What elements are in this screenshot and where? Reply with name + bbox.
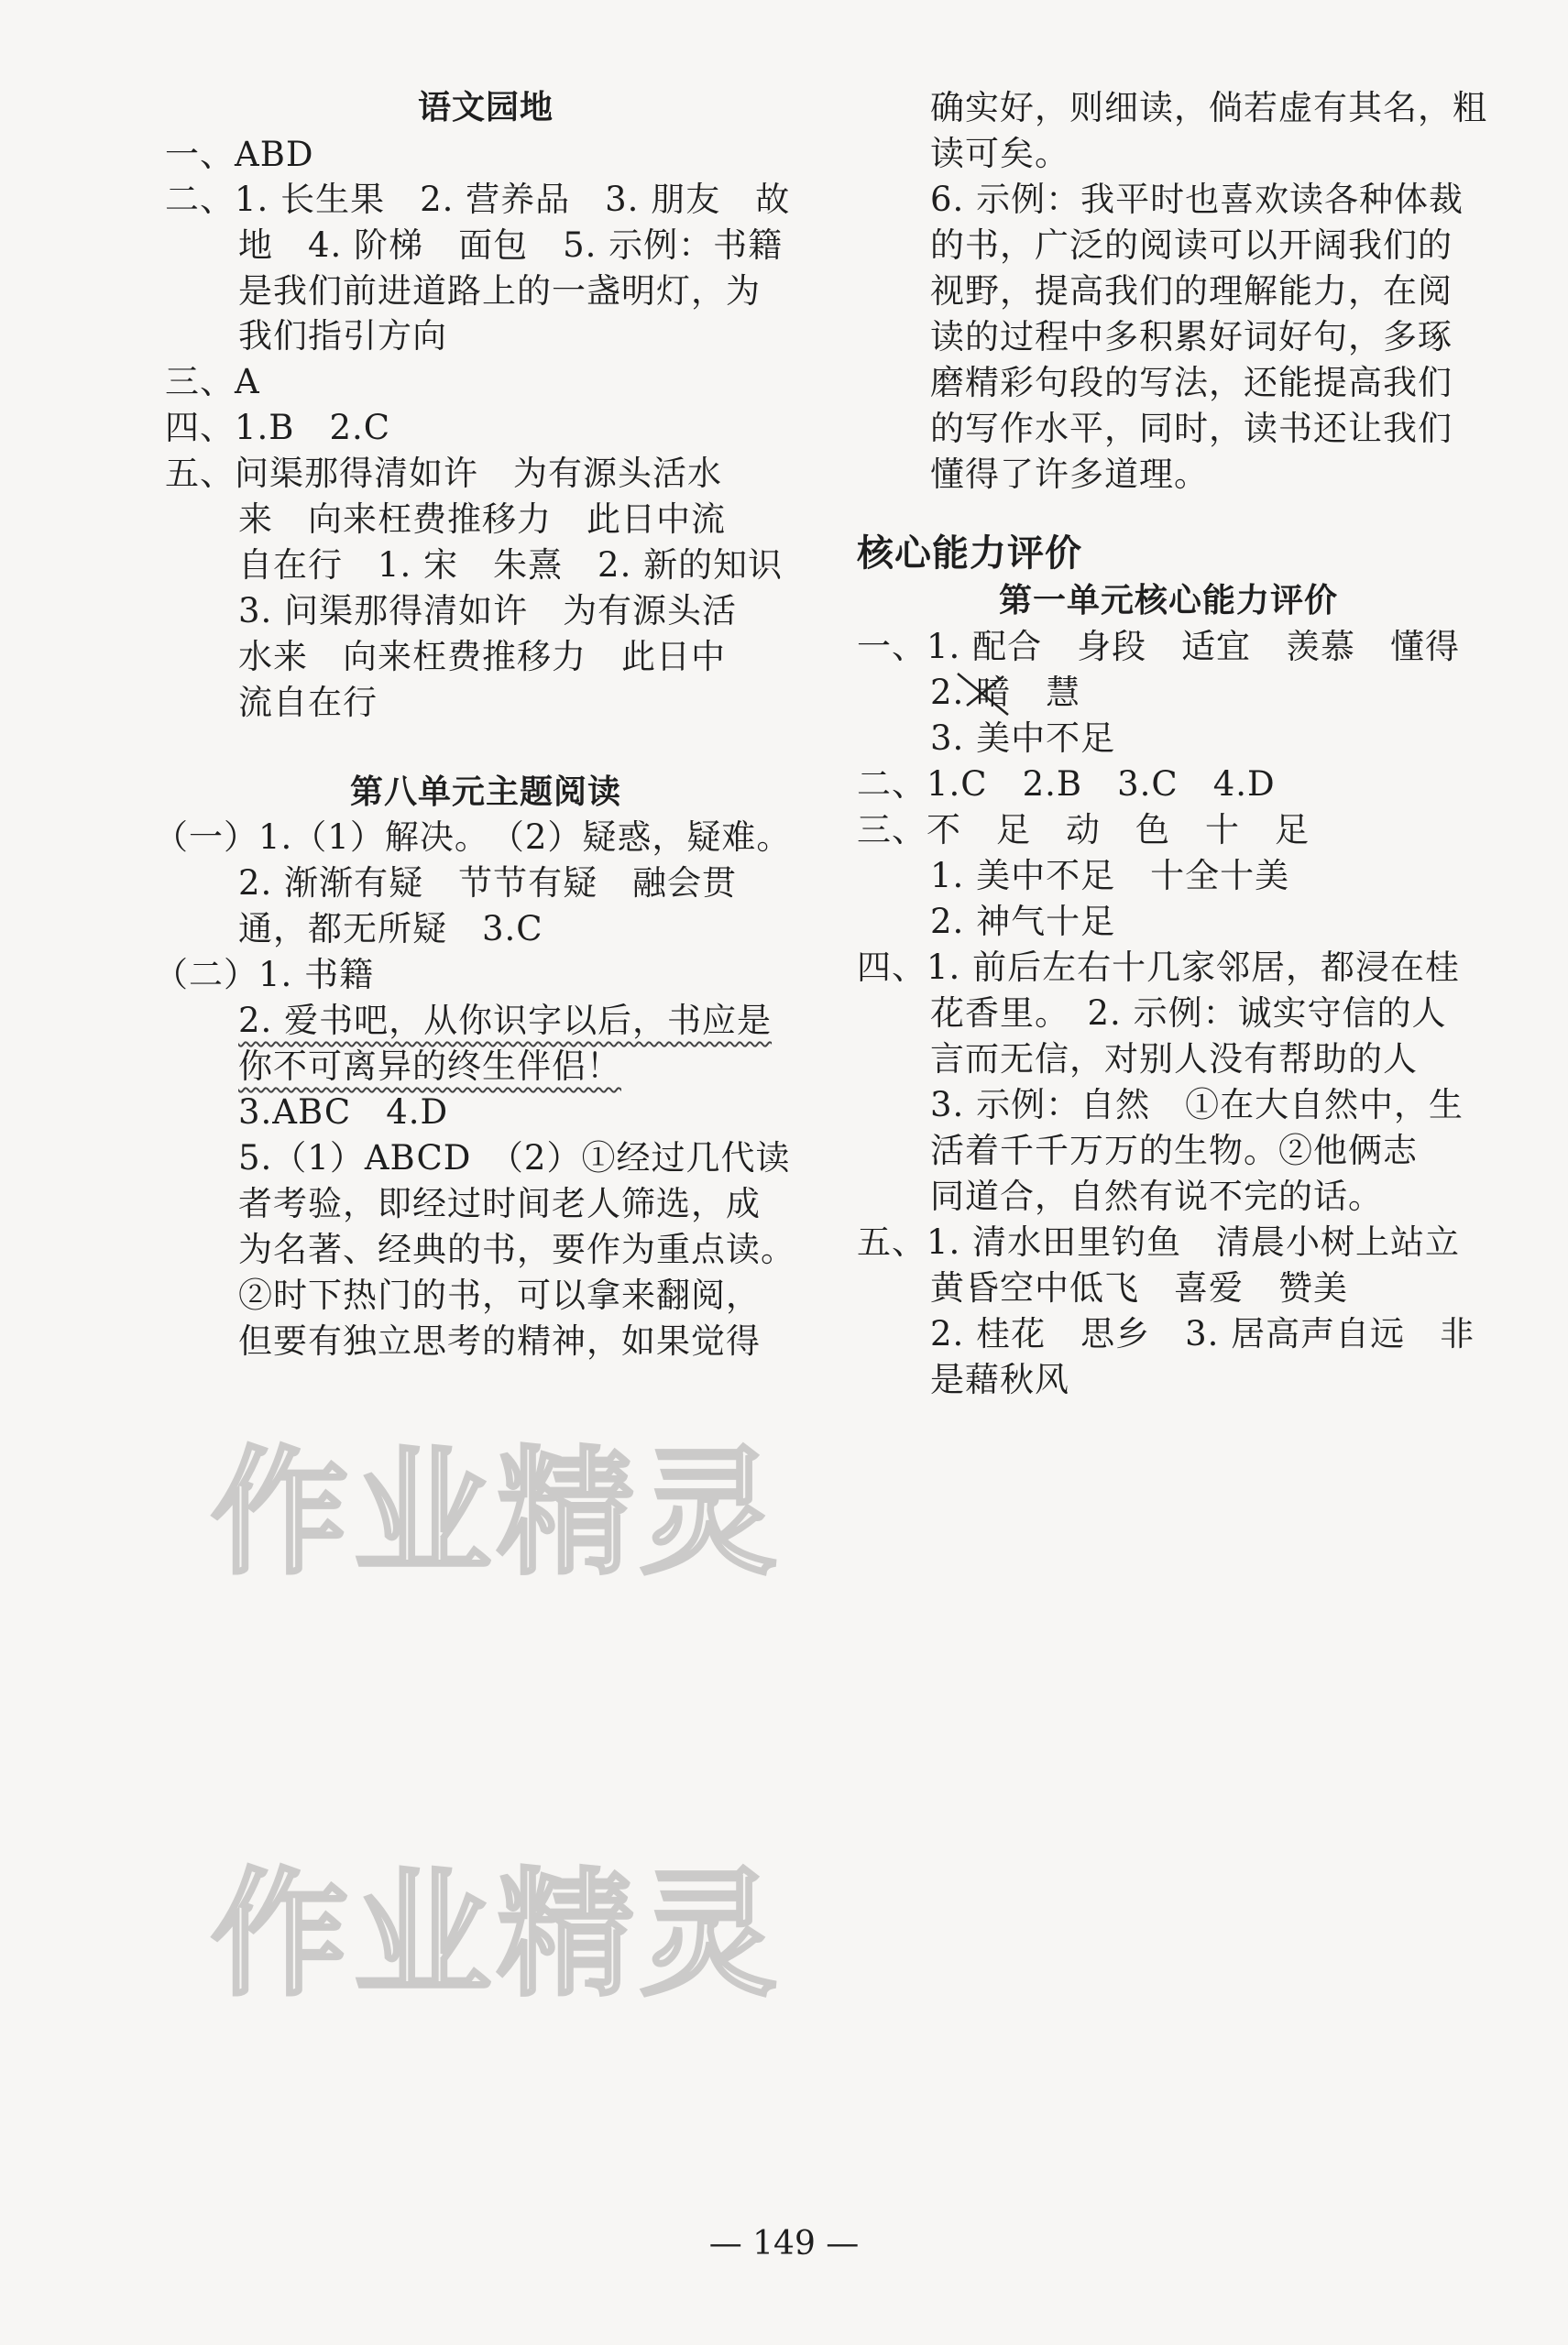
answer-line: 3. 美中不足 — [930, 718, 1116, 758]
answer-line: 者考验，即经过时间老人筛选，成 — [238, 1184, 761, 1223]
watermark-logo: 作业精灵 — [211, 1434, 784, 1594]
answer-line: 磨精彩句段的写法，还能提高我们 — [930, 363, 1453, 402]
answer-line: 通，都无所疑 3.C — [238, 909, 543, 948]
answer-line: 视野，提高我们的理解能力，在阅 — [930, 271, 1453, 311]
section-title-unit1-evaluation: 第一单元核心能力评价 — [998, 582, 1338, 619]
answer-line: 3. 示例：自然 ①在大自然中，生 — [930, 1085, 1464, 1124]
answer-line: （一）1.（1）解决。 （2）疑惑，疑难。 — [154, 817, 792, 857]
answer-line: 活着千千万万的生物。②他俩志 — [930, 1131, 1418, 1170]
answer-line: 言而无信，对别人没有帮助的人 — [930, 1039, 1418, 1079]
answer-line: 二、1. 长生果 2. 营养品 3. 朋友 故 — [165, 180, 791, 219]
answer-line: 二、1.C 2.B 3.C 4.D — [857, 764, 1276, 804]
answer-line: 地 4. 阶梯 面包 5. 示例：书籍 — [238, 225, 784, 265]
underlined-quote: 你不可离异的终生伴侣！ — [238, 1046, 621, 1086]
answer-line: 三、不 足 动 色 十 足 — [857, 810, 1310, 849]
underlined-quote: 2. 爱书吧，从你识字以后，书应是 — [238, 1001, 773, 1040]
section-title-core-ability: 核心能力评价 — [857, 532, 1082, 575]
answer-line: 6. 示例：我平时也喜欢读各种体裁 — [930, 180, 1464, 219]
answer-line: 我们指引方向 — [238, 316, 447, 356]
answer-line: 懂得了许多道理。 — [930, 455, 1209, 494]
answer-line: 是我们前进道路上的一盏明灯，为 — [238, 271, 761, 311]
answer-line: 黄昏空中低飞 喜爱 赞美 — [930, 1268, 1348, 1308]
answer-line: 五、1. 清水田里钓鱼 清晨小树上站立 — [857, 1222, 1461, 1262]
answer-line: 自在行 1. 宋 朱熹 2. 新的知识 — [238, 545, 784, 585]
page-number: — 149 — — [708, 2225, 860, 2263]
answer-line: 同道合，自然有说不完的话。 — [930, 1177, 1383, 1216]
answer-line: 5.（1）ABCD （2）①经过几代读 — [238, 1138, 791, 1178]
answer-line: 一、1. 配合 身段 适宜 羡慕 懂得 — [857, 627, 1461, 666]
answer-line: 2. 暗 慧 — [930, 673, 1081, 712]
answer-line: 3.ABC 4.D — [238, 1092, 449, 1132]
answer-line: 四、1.B 2.C — [165, 408, 391, 447]
answer-line: 五、问渠那得清如许 为有源头活水 — [165, 454, 722, 493]
answer-line: 为名著、经典的书，要作为重点读。 — [238, 1230, 795, 1269]
watermark-logo: 作业精灵 — [211, 1856, 784, 2015]
answer-line: 2. 神气十足 — [930, 902, 1116, 941]
pen-strike-mark — [953, 669, 1017, 719]
answer-line: 的写作水平，同时，读书还让我们 — [930, 409, 1453, 448]
answer-line: 1. 美中不足 十全十美 — [930, 856, 1290, 895]
answer-line: 确实好，则细读，倘若虚有其名，粗 — [930, 88, 1487, 127]
answer-line: 来 向来枉费推移力 此日中流 — [238, 499, 726, 539]
answer-line: 花香里。 2. 示例：诚实守信的人 — [930, 993, 1447, 1033]
answer-line: 一、ABD — [165, 135, 314, 174]
answer-line: ②时下热门的书，可以拿来翻阅， — [238, 1276, 761, 1315]
answer-line: 2. 桂花 思乡 3. 居高声自远 非 — [930, 1314, 1475, 1353]
answer-line: 的书，广泛的阅读可以开阔我们的 — [930, 225, 1453, 265]
section-title-yuwen-yuandi: 语文园地 — [417, 89, 554, 126]
answer-line: （二）1. 书籍 — [154, 955, 375, 994]
answer-line: 是藉秋风 — [930, 1360, 1069, 1399]
answer-line: 流自在行 — [238, 683, 378, 722]
answer-line: 水来 向来枉费推移力 此日中 — [238, 637, 726, 676]
answer-line: 读可矣。 — [930, 134, 1069, 173]
answer-line: 但要有独立思考的精神，如果觉得 — [238, 1321, 761, 1361]
answer-line: 三、A — [165, 362, 260, 401]
section-title-unit8-reading: 第八单元主题阅读 — [349, 773, 621, 811]
answer-line: 四、1. 前后左右十几家邻居，都浸在桂 — [857, 948, 1461, 987]
answer-line: 读的过程中多积累好词好句，多琢 — [930, 317, 1453, 356]
answer-line: 3. 问渠那得清如许 为有源头活 — [238, 591, 738, 630]
answer-line: 2. 渐渐有疑 节节有疑 融会贯 — [238, 863, 738, 903]
